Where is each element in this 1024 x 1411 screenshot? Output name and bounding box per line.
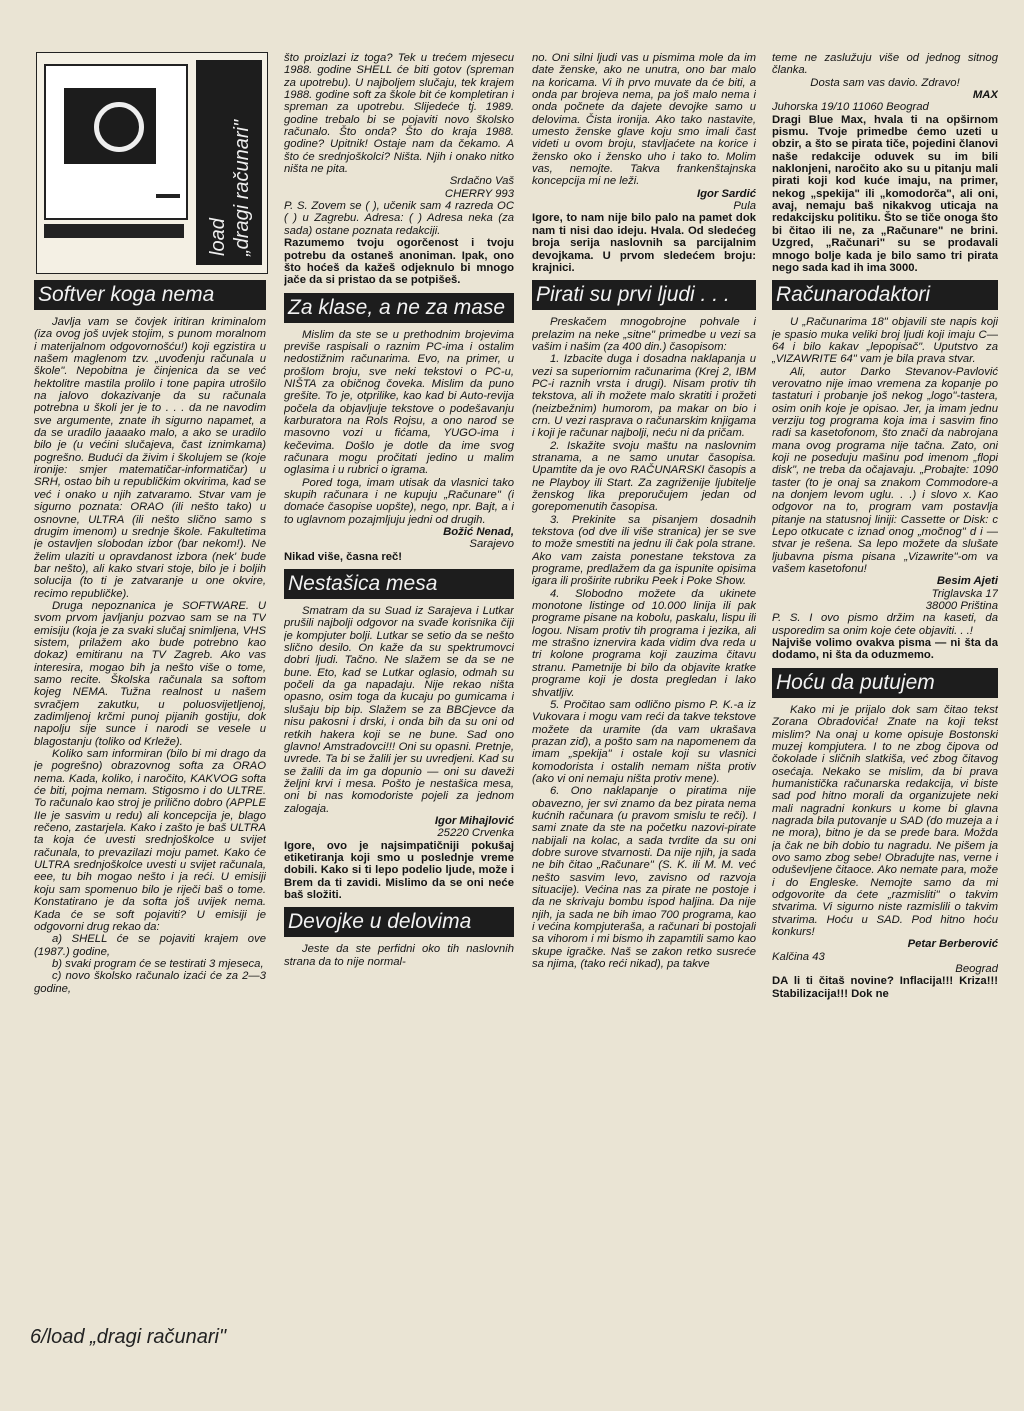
post-horn-icon: [94, 102, 144, 152]
signature: MAX: [972, 89, 998, 102]
section-title-line1: load: [207, 218, 229, 256]
editor-reply: Nikad više, časna reč!: [284, 550, 403, 563]
paragraph: Preskačem mnogobrojne pohvale i prelazim na neke „sitne" primedbe u vezi sa vašim i našim (za 400 din.) časopisom:: [532, 316, 756, 353]
paragraph: 3. Prekinite sa pisanjem dosadnih tekstova (od dve ili više stranica) jer se sve to može smestiti na jednu ili čak pola strane. Ako vam zaista ponestane tekstova za programe, predlažem da ga ispunite opisima igara ili proširite rubriku Peek i Poke Show.: [532, 513, 756, 588]
column-2: [284, 52, 514, 1372]
heading-softver: Softver koga nema: [34, 280, 266, 310]
paragraph: Druga nepoznanica je SOFTWARE. U svom prvom javljanju pozvao sam se na TV emisiju (koja je za svaki slučaj snimljena, VHS sistem, prilažem ako bude potrebno kao dokaz) emitiranu na TV Zagreb. Ako vas interesira, mogao bih ja nešto više o tome, samo recite. Školska računala sa softom kojeg NEMA. Tužna realnost u našem svračjem zakutku, u poluosvijetljenoj, zadimljenoj krčmi punoj pijanih gostiju, dok napolju sije sunce i narodi se vesele u blagostanju (toliko od Krleže).: [34, 599, 266, 748]
signature: Kalčina 43: [772, 950, 825, 963]
editor-reply: Igore, to nam nije bilo palo na pamet dok nam ti nisi dao ideju. Hvala. Od sledećeg broja serija naslovnih sa parcijalnim devojkama. U prvom sledećem broju: krajnici.: [532, 212, 756, 274]
paragraph: Dosta sam vas davio. Zdravo!: [810, 76, 960, 89]
paragraph: Kako mi je prijalo dok sam čitao tekst Zorana Obradovića! Znate na koji tekst mislim? Na onaj u kome opisuje Bostonski muzej kompjutera. I to ne zbog čipova od čokolade i sličnih slatkiša, već zbog čitavog osećaja. Nekako se mislim, da bi prava humanistička računarska redakcija, vi biste sad pod hitno morali da organizujete neki mali nagradni konkurs u kome bi glavna nagrada bila putovanje u SAD (do muzeja a i ne mora), bitno je da se prede bara. Možda ja čak ne bih dobio tu nagradu. Ne pišem ja ovo samo zbog sebe! Obradujte nas, verne i oduševljene čitaoce. Ako nemate para, može i do Engleske. Nemojte samo da mi odgovorite da ćete „razmisliti" o takvim stvarima. Vi sigurno niste razmislili o takvim stvarima. Hoću u SAD. Pod hitno hoću konkurs!: [772, 703, 998, 938]
editor-reply: Razumemo tvoju ogorčenost i tvoju potrebu da ostaneš anoniman. Ipak, ono što hoćeš da kažeš odjeknulo bi mnogo jače da si pristao da se potpišeš.: [284, 237, 514, 287]
signature: 25220 Crvenka: [437, 827, 514, 840]
paragraph: Mislim da ste se u prethodnim brojevima previše raspisali o raznim PC-ima i ostalim nedostižnim računarima. Evo, na primer, u prošlom broju, sve neki tekstovi o PC-u, NIŠTA za običnog čoveka. Mislim da puno grešite. To je, otprilike, kao kad bi Auto-revija počela da objavljuje tekstove o podešavanju karburatora na Rols Rojsu, a ono narod se masovno vozi u fićama, YUGO-ima i kečevima. Došlo je dotle da ime svog računara mogu pročitati jedino u malim oglasima i u rubrici o igrama.: [284, 328, 514, 477]
paragraph: 4. Slobodno možete da ukinete monotone listinge od 10.000 linija ili pak programe pisane na kobolu, paskalu, lispu ili logou. Nisam protiv tih programa i jezika, ali me strašno iznervira kada vidim dva reda u tri kolone programa koji zauzima čitavu stranu. Pametnije bi bilo da objavite kratke programe koji je dosta pregledan i lako shvatljiv.: [532, 587, 756, 699]
heading-racunarodaktori: Računarodaktori: [772, 280, 998, 310]
editor-reply: Dragi Blue Max, hvala ti na opširnom pismu. Tvoje primedbe ćemo uzeti u obzir, a što se pirata tiče, pojedini članovi naše redakcije oduvek su im bili naklonjeni, naročito ako su u pitanju mali pirati koji kod kuće imaju, na primer, nekog „spekija" ili „komodorča", ali oni, avaj, nemaju baš nikakvog uticaja na redakcijsku politiku. Što se tiče onoga što bi čitao ili ne, za „Računare" ne brini. Uzgred, „Računari" su se prodavali mnogo bolje kada je bilo samo tri pirata nego sada kad ih ima 3000.: [772, 113, 998, 274]
heading-hocu-da-putujem: Hoću da putujem: [772, 668, 998, 698]
signature: Petar Berberović: [907, 938, 998, 951]
paragraph: 2. Iskažite svoju maštu na naslovnim stranama, a ne samo unutar časopisa. Upamtite da je ovo RAČUNARSKI časopis a ne Playboy ili Start. Za zagriženije ljubitelje ženskog lika preporučujem jedan od gorepomenutih časopisa.: [532, 439, 756, 514]
section-title-vertical: [196, 60, 262, 265]
signature: Besim Ajeti: [936, 575, 998, 588]
paragraph: P. S. I ovo pismo držim na kaseti, da usporedim sa onim koje ćete objaviti. . .!: [772, 612, 998, 637]
signature: Igor Mihajlović: [434, 814, 514, 827]
editor-reply: Igore, ovo je najsimpatičniji pokušaj etiketiranja koji smo u poslednje vreme dobili. Kako si ti lepo podelio ljude, može i Brem da ti zavidi. Mislimo da se oni neće baš složiti.: [284, 839, 514, 901]
paragraph: U „Računarima 18" objavili ste napis koji je spasio muka veliki broj ljudi koji imaju C—64 i bilo kakav „lepopisač". Uputstvo za „VIZAWRITE 64" vam je bila prava stvar.: [772, 316, 998, 366]
paragraph: Javlja vam se čovjek iritiran kriminalom (iza ovog još uvjek stojim, s punom moralnom i materijalnom odgovornošću!) koji egzistira u našem maglenom tzv. „uvođenju računala u škole". Nepobitna je činjenica da se već hektolitre mastila prolilo i tone papira utrošilo na jalovo dokazivanje da su računala potrebna u školi jer je to . . . da ne navodim sve argumente, znate ih sigurno napamet, a da se uradilo jaaaako malo, a ako se uradilo bilo je (u većini slučajeva, čast iznimkama) pogrešno. Budući da živim i školujem se (koje ironije: smjer matematičar-informatičar) u SRH, ostao bih u republičkim okvirima, kad se već i onako u njih zatvaramo. Stvar vam je sigurno poznata: ORAO (ili nešto tako) u osnovne, ULTRA (ili nešto slično samo s drugim imenom) u srednje škole. Fakultetima je ostavljen slobodan izbor (bar nekom!). Ne želim ulaziti u opravdanost izbora (nek' bude bar nešto), ali kako stvari stoje, bilo je i boljih solucija (to ti je zatvaranje u one okvire, recimo republičke).: [34, 316, 266, 600]
paragraph: Jeste da ste perfidni oko tih naslovnih strana da to nije normal-: [284, 943, 514, 968]
paragraph: 6. Ono naklapanje o piratima nije obavezno, jer svi znamo da bez pirata nema kućnih računara (u pravom smislu te reči). I sami znate da ste na početku nazovi-pirate nabijali na kolac, a sada tvrdite da su oni dobre surove stvarnosti. Da nije njih, ja sada ne bih čitao „Računare" (S. K. ili M. M. već nešto sasvim levo, zavisno od razvoja situacije). Većina nas za pirate ne postoje i da ne skrivaju bombu ispod haljina. Da nije njih, ja sada ne bih imao 700 programa, kao i većina kompjuteraša, a računari bi postojali sa vihorom i mi bismo ih zapamtili samo kao skupe igračke. Naš se zakon retko susreće sa njima, (tako reći nikad), pa takve: [532, 785, 756, 971]
heading-za-klase: Za klase, a ne za mase: [284, 293, 514, 323]
signature: 38000 Priština: [925, 600, 998, 613]
section-title-line2: „dragi računari": [231, 119, 253, 256]
page-footer: 6/load „dragi računari": [30, 1326, 227, 1348]
signature: Igor Sardić: [696, 187, 756, 200]
paragraph: Koliko sam informiran (bilo bi mi drago da je pogrešno) obrazovnog softa za ORAO nema. Kada, koliko, i naročito, KAKVOG softa će biti, pojma nemam. Stigosmo i do ULTRE. To računalo kao stroj je prilično dobro (APPLE IIe je sasvim u redu) ali koncepcija je, blago rečeno, zastarjela. Kako i zašto je baš ULTRA ta koja će uvesti srednjoškolce u svijet računala, to prevazilazi moju pamet. Kako će ULTRA srednjoškolce uvesti u svijet računala, eee, tu bih mogao nešto i ja reći. U emisiji koju sam spomenuo bilo je riječi baš o tome. Konstatirano je da softa još uvijek nema. Kada će se soft pojaviti? U emisiji je odgovorni drug rekao da:: [34, 748, 266, 933]
signature: Sarajevo: [469, 538, 514, 551]
signature: Beograd: [955, 963, 998, 976]
paragraph: teme ne zaslužuju više od jednog sitnog članka.: [772, 52, 998, 77]
heading-pirati: Pirati su prvi ljudi . . .: [532, 280, 756, 310]
paragraph: no. Oni silni ljudi vas u pismima mole da im date ženske, ako ne unutra, ono bar malo na koricama. Vi ih prvo muvate da će biti, a onda par brojeva nema, pa još malo nema i onda počnete da dajete devojke samo u delovima. Čista ironija. Ako tako nastavite, umesto ženske glave koju smo imali čast videti u ovom broju, stavljaćete na korice i žensko oko i žensko uho i tako to. Molim vas, nemojte. Takva frankenštajnska koncepcija mi ne leži.: [532, 52, 756, 188]
editor-reply: DA li ti čitaš novine? Inflacija!!! Kriza!!! Stabilizacija!!! Dok ne: [772, 975, 998, 1000]
paragraph: Ali, autor Darko Stevanov-Pavlović verovatno nije imao vremena za kopanje po tastaturi i probanje još nekog „logo"-tastera, osim onih koje je opisao. Jer, ja imam jednu verziju tog programa koja ima i sasvim fino radi sa kasetofonom, što znači da nabrojana mana ovog programa nije tačna. Zato, oni koji ne poseduju mašinu pod imenom „flopi disk", ne treba da očajavaju. „Probajte: 1090 taster (to je onaj sa znakom Commodore-a na donjem levom uglu. . .) i slovo x. Kao odgovor na to, program vam postavlja pitanje na statusnoj liniji: Cassette or Disk: c Lepo otkucate c iznad onog „močnog" d i — stvar je rešena. Sa lepo možete da slušate ljubavna pisma pisana „Vizawrite"-om va vašem kasetofonu!: [772, 365, 998, 576]
column-1: [34, 274, 266, 1322]
keyboard-icon: [44, 224, 184, 238]
paragraph: P. S. Zovem se ( ), učenik sam 4 razreda OC ( ) u Zagrebu. Adresa: ( ) Adresa neka (za sada) ostane poznata redakciji.: [284, 200, 514, 237]
list-item: b) svaki program će se testirati 3 mjeseca,: [52, 957, 264, 970]
signature: CHERRY 993: [444, 187, 514, 200]
editor-reply: Najviše volimo ovakva pisma — ni šta da dodamo, ni šta da oduzmemo.: [772, 637, 998, 662]
heading-nestasica: Nestašica mesa: [284, 569, 514, 599]
signature: Triglavska 17: [931, 587, 998, 600]
signature: Pula: [733, 200, 756, 213]
list-item: a) SHELL će se pojaviti krajem ove (1987.) godine,: [34, 933, 266, 958]
paragraph: Pored toga, imam utisak da vlasnici tako skupih računara i ne kupuju „Računare" (i domaće časopise uopšte), nego, npr. Bajt, a i to uglavnom pozajmljuju jedni od drugih.: [284, 476, 514, 526]
list-item: c) novo školsko računalo izaći će za 2—3 godine,: [34, 970, 266, 995]
column-3: [532, 52, 756, 1372]
disk-slot-icon: [156, 194, 180, 198]
signature: Srdačno Vaš: [449, 175, 514, 188]
column-4: [772, 52, 998, 1372]
signature: Božić Nenad,: [443, 526, 514, 539]
paragraph: 1. Izbacite duga i dosadna naklapanja u vezi sa superiornim računarima (Krej 2, IBM PC-i raznih vrsta i drugi). Nisam protiv tih tekstova, ali ih možete malo skratiti i prožeti (neizbežnim) humorom, pa makar on bio i crn. U vezi rasprava o računarskim knjigama i koji je računar najbolji, neću ni da pričam.: [532, 353, 756, 440]
paragraph: što proizlazi iz toga? Tek u trećem mjesecu 1988. godine SHELL će biti gotov (spreman za upotrebu). U najboljem slučaju, tek krajem 1988. godine soft za škole bit će kompletiran i spreman za upotrebu. Slijedeće tj. 1989. godine trebalo bi se pojaviti novo školsko računalo. Što onda? Što do kraja 1988. godine? Upitnik! Ostaje nam da čekamo. A što će srednjoškolci? Ništa. Njih i onako nitko ništa ne pita.: [284, 52, 514, 176]
paragraph: 5. Pročitao sam odlično pismo P. K.-a iz Vukovara i mogu vam reći da takve tekstove možete da uramite (da vam ukrašava prazan zid), a pošto sam na napomenem da imam „spekija" i ostale koji su vlasnici komodorista i ostalih nemam ništa protiv (ako vi oni nemaju ništa protiv mene).: [532, 698, 756, 785]
paragraph: Smatram da su Suad iz Sarajeva i Lutkar prušili najbolji odgovor na svađe korisnika čiji je kompjuter bolji. Lutkar se setio da se nešto slično desilo. On kaže da su spektrumovci dobri ljudi. Tačno. Ne slažem se da se ne bune. Eto, kad se Lutkar oglasio, odmah su počeli da ga napadaju. Nije rekao ništa opasno, osim toga da kucaju po gumicama i slušaju bip bip. Slažem se za BBCjevce da nisu pakosni i drski, i onda bih da su oni od retkih hakera koji se ne bune. Sad ono glavno! Amstradovci!!! Oni su opasni. Pretnje, uvrede. Ta bi se žalili jer su uvredjeni. Kad su se žalili da im ga dopunio — oni su daveži željni krvi i mesa. Pošto je nestašica mesa, oni bi nas komodoriste pojeli za jednom zalogaja.: [284, 605, 514, 815]
heading-devojke: Devojke u delovima: [284, 907, 514, 937]
section-logo: [36, 52, 268, 274]
address: Juhorska 19/10 11060 Beograd: [772, 101, 929, 114]
computer-screen-icon: [44, 64, 188, 220]
